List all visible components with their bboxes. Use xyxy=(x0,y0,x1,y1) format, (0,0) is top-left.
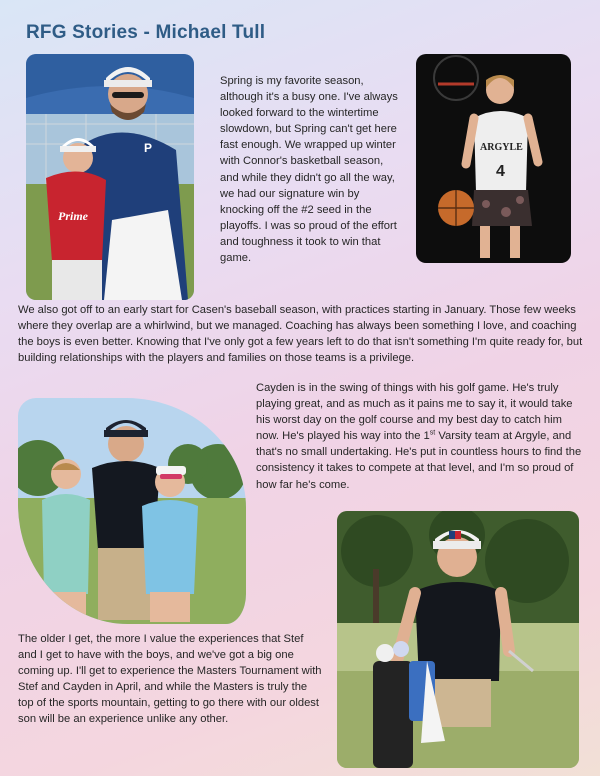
paragraph-golf-start: Cayden is in the swing of things with his golf game. He's truly playing great, and as much as it pains me to say it, it would take his worst day on the golf course and my best day to catch him now. He's played his way into the 1 xyxy=(256,382,573,443)
page-title: RFG Stories - Michael Tull xyxy=(26,22,266,43)
paragraph-masters: The older I get, the more I value the experiences that Stef and I get to have with the boys, and we've got a big one coming up. I'll get to experience the Masters Tournament with Stef and Cayden in April, and while the Masters is truly the top of the sports mountain, getting to go there with our oldest son will be an experience unlike any other. xyxy=(18,633,322,726)
ordinal-suffix: st xyxy=(429,429,436,437)
paragraph-golf-end: Varsity team at Argyle, and that's no small undertaking. He's put in countless hours to find the consistency it takes to compete at that level, and I'm so proud of how far he's come. xyxy=(256,430,582,491)
svg-text:P: P xyxy=(144,141,153,155)
svg-text:4: 4 xyxy=(496,163,505,180)
basketball-player-photo xyxy=(416,54,571,263)
svg-text:Prime: Prime xyxy=(58,209,88,223)
paragraph-baseball: We also got off to an early start for Casen's baseball season, with practices starting in January. Those few weeks where they overlap are a whirlwind, but we managed. Coaching has always been something I love, and coaching the boys is even better. Knowing that I've only got a few years left to do that isn't something I'm quite ready for, but building relationships with the players and families on those teams is a privilege. xyxy=(18,304,583,365)
paragraph-spring: Spring is my favorite season, although it's a busy one. I've always looked forward to the wintertime slowdown, but Spring can't get here fast enough. We wrapped up winter with Connor's basketball season, and while they didn't go all the way, we had our signature win by knocking off the #2 seed in the playoffs. I was so proud of the effort and toughness it took to win that game. xyxy=(220,75,398,265)
golfer-photo xyxy=(337,511,579,768)
paragraph-golf xyxy=(256,380,584,493)
svg-text:ARGYLE: ARGYLE xyxy=(480,142,523,153)
three-boys-photo xyxy=(18,398,246,624)
baseball-coach-photo xyxy=(26,54,194,300)
